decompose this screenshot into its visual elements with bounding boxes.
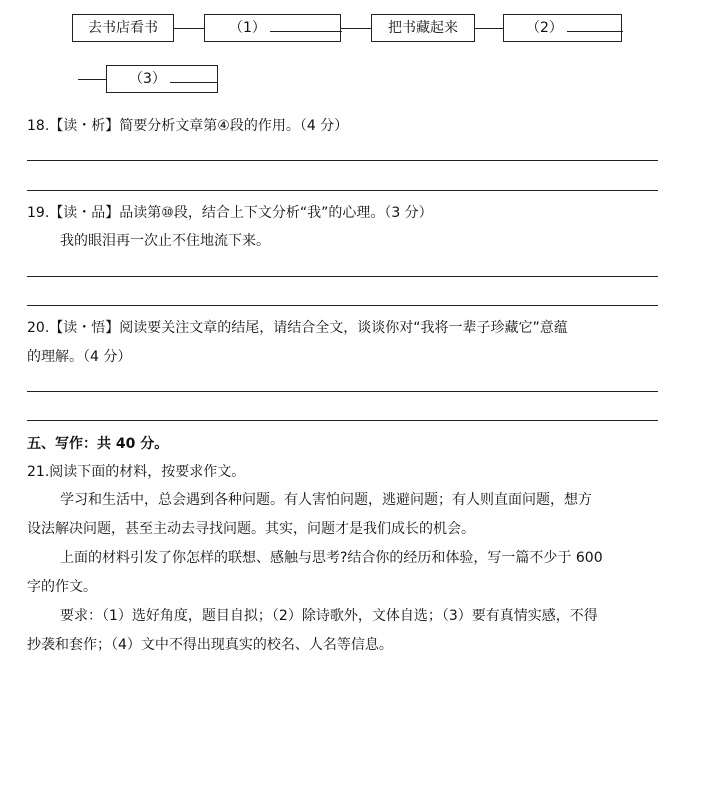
requirements-line-1: 要求：（1）选好角度，题目自拟；（2）除诗歌外，文体自选；（3）要有真情实感，不得 xyxy=(60,608,598,624)
answer-line[interactable] xyxy=(27,160,658,161)
answer-line[interactable] xyxy=(27,391,658,392)
flow-connector xyxy=(174,28,204,29)
question-19: 19.【读・品】品读第⑩段，结合上下文分析“我”的心理。（3 分） xyxy=(27,205,433,221)
question-20-line-1: 20.【读・悟】阅读要关注文章的结尾，请结合全文，谈谈你对“我将一辈子珍藏它”意蕴 xyxy=(27,320,568,336)
flow-box-blank-2 xyxy=(503,14,622,42)
answer-line[interactable] xyxy=(27,190,658,191)
prompt-line-2: 字的作文。 xyxy=(27,579,97,595)
flow-box-bookstore xyxy=(72,14,174,42)
question-20-line-2: 的理解。（4 分） xyxy=(27,349,132,365)
material-line-1: 学习和生活中，总会遇到各种问题。有人害怕问题，逃避问题；有人则直面问题，想方 xyxy=(60,492,592,508)
flow-connector xyxy=(78,79,106,80)
question-18: 18.【读・析】简要分析文章第④段的作用。（4 分） xyxy=(27,118,349,134)
fill-blank-line[interactable] xyxy=(170,68,218,83)
flow-connector xyxy=(475,28,503,29)
prompt-line-1: 上面的材料引发了你怎样的联想、感触与思考?结合你的经历和体验，写一篇不少于 600 xyxy=(60,550,603,566)
material-line-2: 设法解决问题，甚至主动去寻找问题。其实，问题才是我们成长的机会。 xyxy=(27,521,475,537)
flow-box-blank-3 xyxy=(106,65,218,93)
flow-box-label: 把书藏起来 xyxy=(388,20,458,36)
flow-box-label: （2） xyxy=(526,20,563,36)
flow-box-label: （1） xyxy=(229,20,266,36)
requirements-line-2: 抄袭和套作；（4）文中不得出现真实的校名、人名等信息。 xyxy=(27,637,393,653)
fill-blank-line[interactable] xyxy=(567,17,623,32)
flow-box-hide-book xyxy=(371,14,475,42)
answer-line[interactable] xyxy=(27,276,658,277)
fill-blank-line[interactable] xyxy=(270,17,342,32)
answer-line[interactable] xyxy=(27,305,658,306)
flow-box-label: 去书店看书 xyxy=(88,20,158,36)
answer-line[interactable] xyxy=(27,420,658,421)
flow-box-blank-1 xyxy=(204,14,341,42)
flow-box-label: （3） xyxy=(129,71,166,87)
quoted-sentence: 我的眼泪再一次止不住地流下来。 xyxy=(60,233,270,249)
flow-connector xyxy=(341,28,371,29)
question-21-title: 21.阅读下面的材料，按要求作文。 xyxy=(27,464,246,480)
section-5-title: 五、写作：共 40 分。 xyxy=(27,436,169,452)
